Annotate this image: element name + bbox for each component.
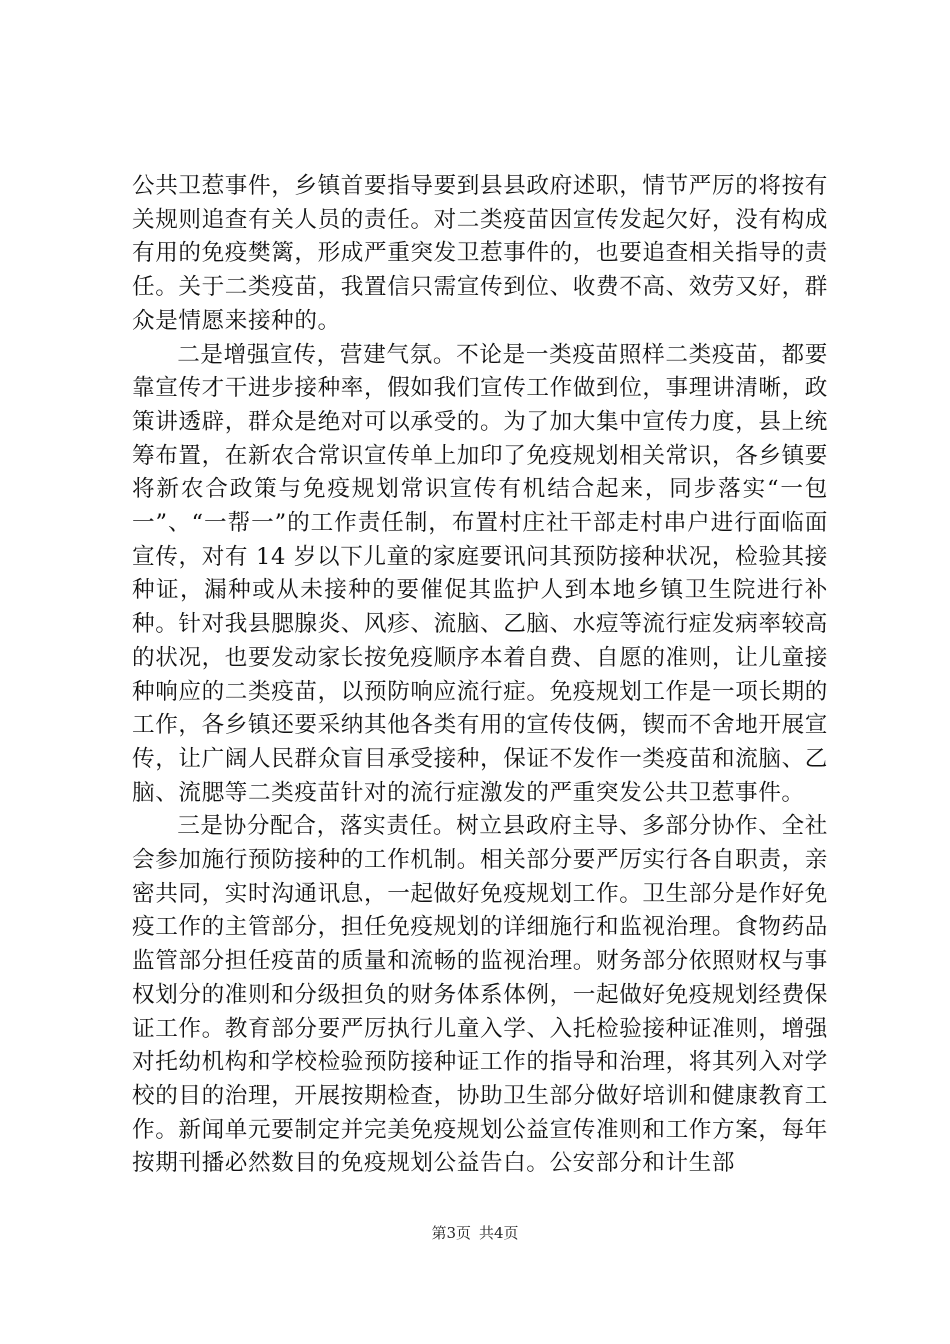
- document-body: [132, 170, 828, 1181]
- paragraph-cooperation: 三是协分配合，落实责任。树立县政府主导、多部分协作、全社会参加施行预防接种的工作机制。相关部分要严厉实行各自职责，亲密共同，实时沟通讯息，一起做好免疫规划工作。卫生部分是作好免疫工作的主管部分，担任免疫规划的详细施行和监视治理。食物药品监管部分担任疫苗的质量和流畅的监视治理。财务部分依照财权与事权划分的准则和分级担负的财务体系体例，一起做好免疫规划经费保证工作。教育部分要严厉执行儿童入学、入托检验接种证准则，增强对托幼机构和学校检验预防接种证工作的指导和治理，将其列入对学校的目的治理，开展按期检查，协助卫生部分做好培训和健康教育工作。新闻单元要制定并完美免疫规划公益宣传准则和工作方案，每年按期刊播必然数目的免疫规划公益告白。公安部分和计生部: [132, 813, 828, 1177]
- paragraph-continued: 公共卫惹事件，乡镇首要指导要到县县政府述职，情节严厉的将按有关规则追查有关人员的责任。对二类疫苗因宣传发起欠好，没有构成有用的免疫樊篱，形成严重突发卫惹事件的，也要追查相关指导的责任。关于二类疫苗，我置信只需宣传到位、收费不高、效劳又好，群众是情愿来接种的。: [132, 173, 828, 334]
- page-footer: [0, 1223, 950, 1243]
- page-total: 共4页: [479, 1224, 519, 1242]
- page-number: 第3页: [431, 1224, 471, 1242]
- paragraph-publicity: 二是增强宣传，营建气氛。不论是一类疫苗照样二类疫苗，都要靠宣传才干进步接种率，假如我们宣传工作做到位，事理讲清晰，政策讲透辟，群众是绝对可以承受的。为了加大集中宣传力度，县上统筹布置，在新农合常识宣传单上加印了免疫规划相关常识，各乡镇要将新农合政策与免疫规划常识宣传有机结合起来，同步落实“一包一”、“一帮一”的工作责任制，布置村庄社干部走村串户进行面临面宣传，对有 14 岁以下儿童的家庭要讯问其预防接种状况，检验其接种证，漏种或从未接种的要催促其监护人到本地乡镇卫生院进行补种。针对我县腮腺炎、风疹、流脑、乙脑、水痘等流行症发病率较高的状况，也要发动家长按免疫顺序本着自费、自愿的准则，让儿童接种响应的二类疫苗，以预防响应流行症。免疫规划工作是一项长期的工作，各乡镇还要采纳其他各类有用的宣传伎俩，锲而不舍地开展宣传，让广阔人民群众盲目承受接种，保证不发作一类疫苗和流脑、乙脑、流腮等二类疫苗针对的流行症激发的严重突发公共卫惹事件。: [132, 341, 828, 806]
